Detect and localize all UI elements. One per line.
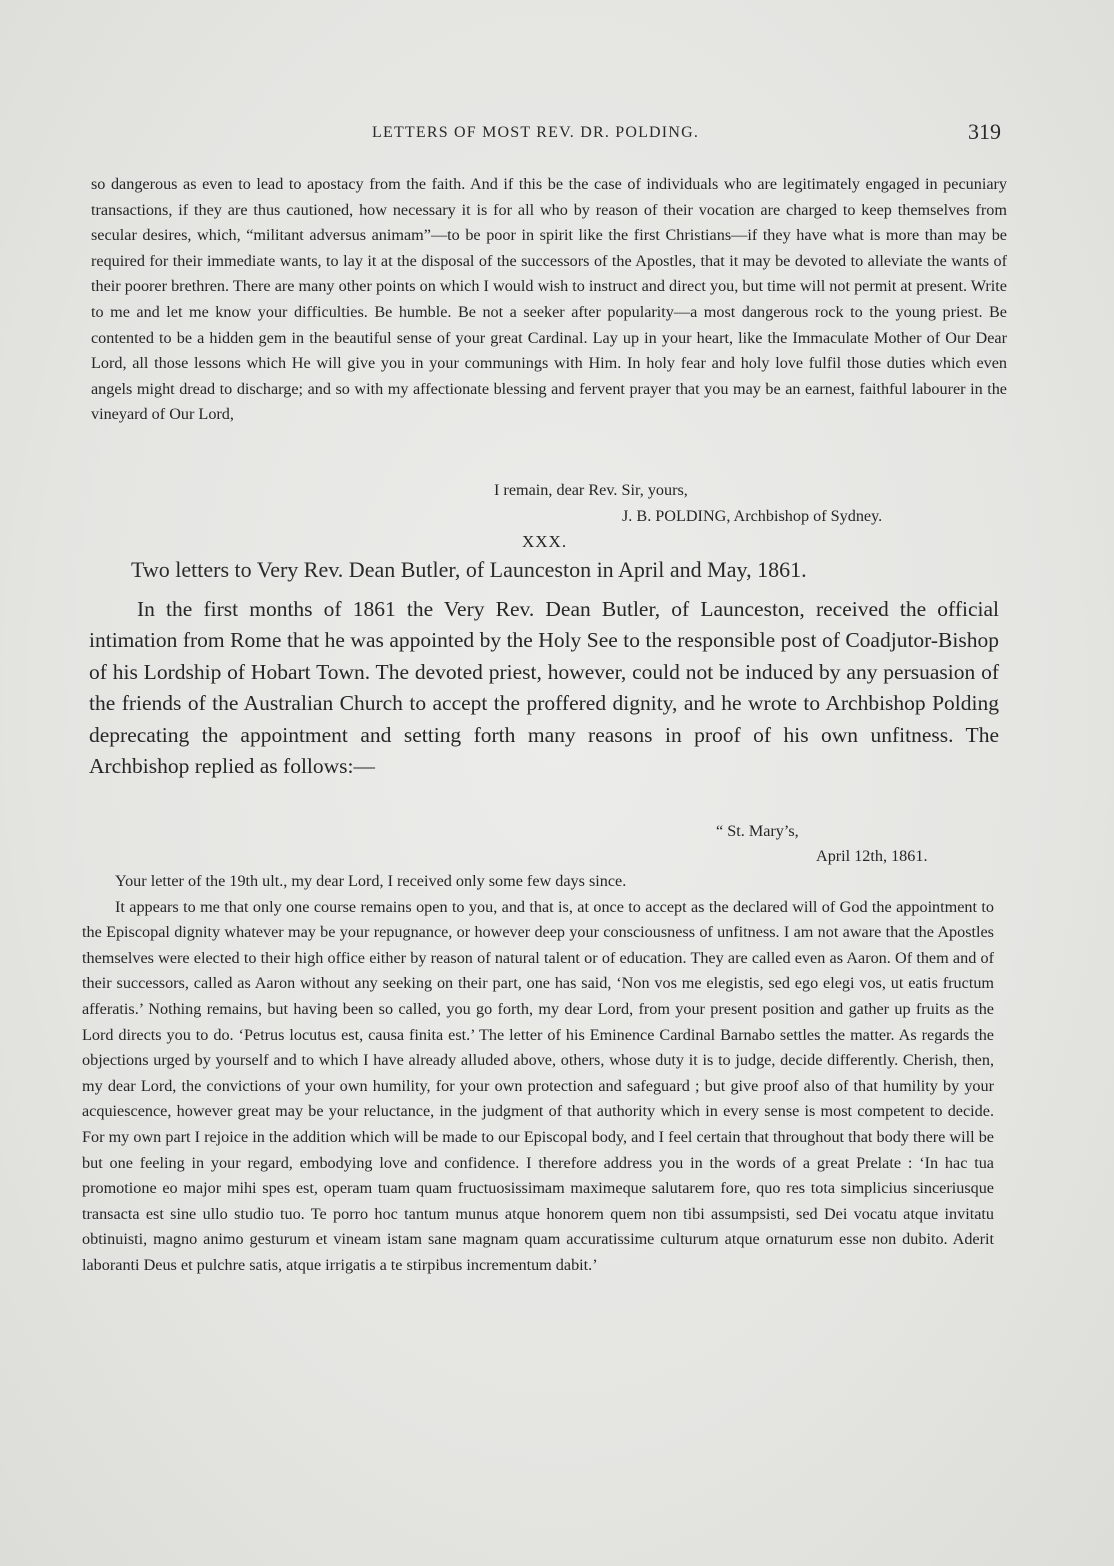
running-head [0, 119, 1114, 146]
letter-body [82, 869, 994, 1279]
letter-address-line2: April 12th, 1861. [816, 847, 928, 865]
page-number: 319 [968, 119, 1001, 144]
running-title: LETTERS OF MOST REV. DR. POLDING. [372, 124, 700, 141]
letter-paragraph-1: Your letter of the 19th ult., my dear Lord, I received only some few days since. [115, 872, 627, 890]
section-number: XXX. [522, 532, 568, 551]
letter-end-paragraph: so dangerous as even to lead to apostacy from the faith. And if this be the case of individuals who are legitimately engaged in pecuniary transactions, if they are thus cautioned, how necessary it is for all who by reason of their vocation are charged to keep themselves from secular desires, which, “militant adversus animam”—to be poor in spirit like the first Christians—if they have what is more than may be required for their immediate wants, to lay it at the disposal of the successors of the Apostles, that it may be devoted to alleviate the wants of their poorer brethren. There are many other points on which I would wish to instruct and direct you, but time will not permit at present. Write to me and let me know your difficulties. Be humble. Be not a seeker after popularity—a most dangerous rock to the young priest. Be contented to be a hidden gem in the beautiful sense of your great Cardinal. Lay up in your heart, like the Immaculate Mother of Our Dear Lord, all those lessons which He will give you in your communings with Him. In holy fear and holy love fulfil those duties which even angels might dread to discharge; and so with my affectionate blessing and fervent prayer that you may be an earnest, faithful labourer in the vineyard of Our Lord, [91, 175, 1007, 424]
letter-paragraph-2: It appears to me that only one course remains open to you, and that is, at once to accept as the declared will of God the appointment to the Episcopal dignity whatever may be your repugnance, or however deep your consciousness of unfitness. I am not aware that the Apostles themselves were elected to their high office either by reason of natural talent or of education. They are called even as Aaron. Of them and of their successors, called as Aaron without any seeking on their part, one has said, ‘Non vos me elegistis, sed ego elegi vos, ut eatis fructum afferatis.’ Nothing remains, but having been so called, you go forth, my dear Lord, from your present position and gather up fruits as the Lord directs you to do. ‘Petrus locutus est, causa finita est.’ The letter of his Eminence Cardinal Barnabo settles the matter. As regards the objections urged by yourself and to which I have already alluded above, others, whose duty it is to judge, decide differently. Cherish, then, my dear Lord, the convictions of your own humility, for your own protection and safeguard ; but give proof also of that humility by your acquiescence, however great may be your reluctance, in the judgment of that authority which in every sense is most competent to decide. For my own part I rejoice in the addition which will be made to our Episcopal body, and I feel certain that throughout that body there will be but one feeling in your regard, embodying love and confidence. I therefore address you in the words of a great Prelate : ‘In hac tua promotione eo major mihi spes est, operam tuam quam fructuosissimam maximeque salutarem fore, quo res tota simplicius sinceriusque transacta est sine ullo studio tuo. Te porro hoc tantum munus atque honorem quem non tibi assumpsisti, sed Dei vocatu atque invitatu obtinuisti, magno animo gesturum et vineam istam sane magnam quam accuratissime culturum atque ornaturum esse non dubito. Aderit laboranti Deus et pulchre satis, atque irrigatis a te stirpibus incrementum dabit.’ [82, 897, 994, 1274]
letter-address-line1: “ St. Mary’s, [716, 822, 799, 840]
section-heading: Two letters to Very Rev. Dean Butler, of Launceston in April and May, 1861. [131, 557, 807, 582]
letter-continuation [91, 172, 1007, 428]
letter-signature: J. B. POLDING, Archbishop of Sydney. [622, 507, 883, 525]
letter-closing: I remain, dear Rev. Sir, yours, [494, 481, 688, 499]
section-intro-paragraph: In the first months of 1861 the Very Rev. Dean Butler, of Launceston, received the official intimation from Rome that he was appointed by the Holy See to the responsible post of Coadjutor-Bishop of his Lordship of Hobart Town. The devoted priest, however, could not be induced by any persuasion of the friends of the Australian Church to accept the proffered dignity, and he wrote to Archbishop Polding deprecating the appointment and setting forth many reasons in proof of his own unfitness. The Archbishop replied as follows:— [89, 597, 999, 779]
